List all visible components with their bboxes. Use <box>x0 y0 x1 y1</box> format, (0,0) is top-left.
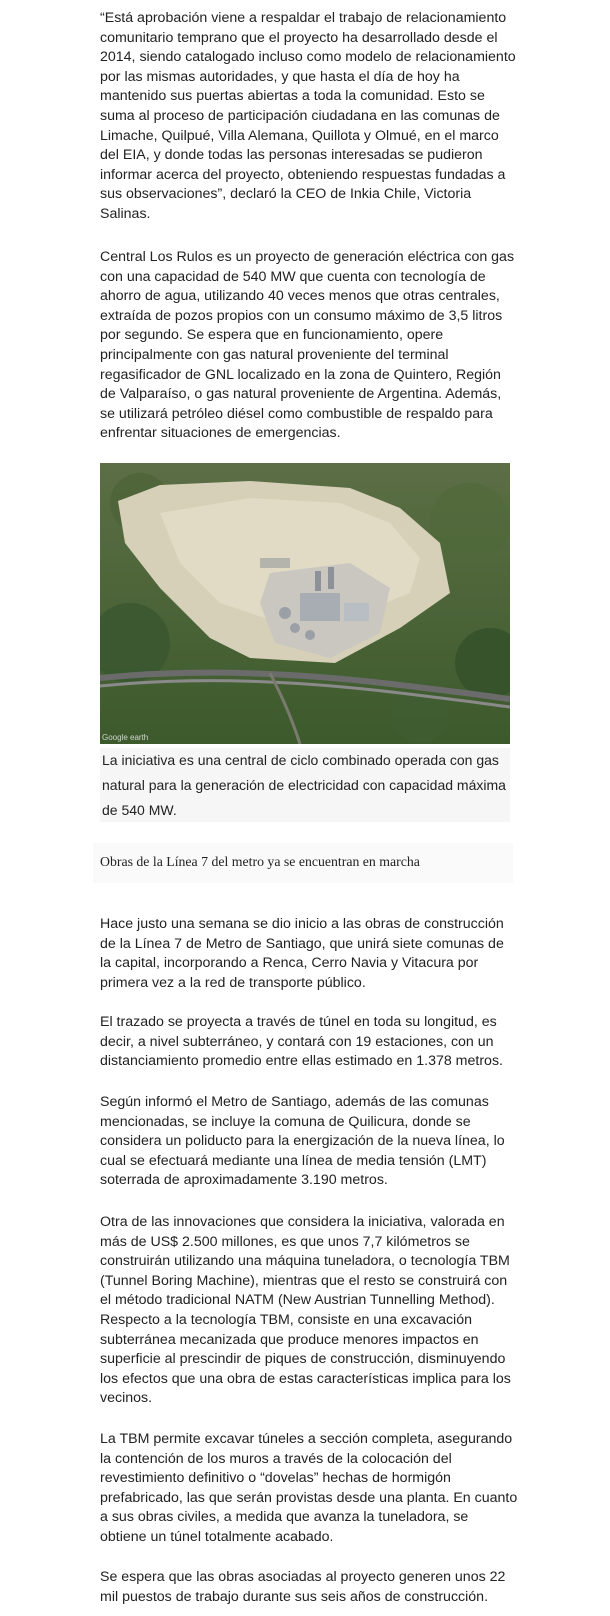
image-caption <box>100 748 510 822</box>
article-paragraph-2 <box>100 248 518 444</box>
article-paragraph-7 <box>100 1430 518 1548</box>
article-paragraph-4 <box>100 1013 518 1072</box>
image-credit: Google earth <box>102 733 149 742</box>
paragraph-text: El trazado se proyecta a través de túnel en toda su longitud, es decir, a nivel subterráneo, y contará con 19 estaciones, con un distanciamiento promedio entre ellas estimado en 1.378 metros. <box>100 1014 503 1070</box>
article-paragraph-3 <box>100 915 518 993</box>
section-subheading <box>93 843 513 883</box>
aerial-illustration <box>100 463 510 744</box>
subheading-text: Obras de la Línea 7 del metro ya se encuentran en marcha <box>100 854 420 869</box>
paragraph-text: Central Los Rulos es un proyecto de generación eléctrica con gas con una capacidad de 540 MW que cuenta con tecnología de ahorro de agua, utilizando 40 veces menos que otras centrales, extraída de pozos propios con un consumo máximo de 3,5 litros por segundo. Se espera que en funcionamiento, opere principalmente con gas natural proveniente del terminal regasificador de GNL localizado en la zona de Quintero, Región de Valparaíso, o gas natural proveniente de Argentina. Además, se utilizará petróleo diésel como combustible de respaldo para enfrentar situaciones de emergencias. <box>100 249 515 442</box>
paragraph-text: Hace justo una semana se dio inicio a las obras de construcción de la Línea 7 de Metro de Santiago, que unirá siete comunas de la capital, incorporando a Renca, Cerro Navia y Vitacura por primera vez a la red de transporte público. <box>100 916 504 991</box>
paragraph-text: “Está aprobación viene a respaldar el trabajo de relacionamiento comunitario temprano que el proyecto ha desarrollado desde el 2014, siendo catalogado incluso como modelo de relacionamiento por las mismas autoridades, y que hasta el día de hoy ha mantenido sus puertas abiertas a toda la comunidad. Esto se suma al proceso de participación ciudadana en las comunas de Limache, Quilpué, Villa Alemana, Quillota y Olmué, en el marco del EIA, y donde todas las personas interesadas se pudieron informar acerca del proyecto, obteniendo respuestas fundadas a sus observaciones”, declaró la CEO de Inkia Chile, Victoria Salinas. <box>100 10 516 222</box>
article-paragraph-6 <box>100 1213 518 1409</box>
caption-text: La iniciativa es una central de ciclo combinado operada con gas natural para la generación de electricidad con capacidad máxima de 540 MW. <box>102 752 506 818</box>
paragraph-text: Según informó el Metro de Santiago, además de las comunas mencionadas, se incluye la comuna de Quilicura, donde se considera un poliducto para la energización de la nueva línea, lo cual se efectuará mediante una línea de media tensión (LMT) soterrada de aproximadamente 3.190 metros. <box>100 1094 505 1189</box>
article-paragraph-5 <box>100 1093 518 1191</box>
paragraph-text: Se espera que las obras asociadas al proyecto generen unos 22 mil puestos de trabajo durante sus seis años de construcción. <box>100 1569 506 1605</box>
article-paragraph-1 <box>100 9 518 225</box>
power-plant-aerial-image <box>100 463 510 744</box>
paragraph-text: La TBM permite excavar túneles a sección completa, asegurando la contención de los muros a través de la colocación del revestimiento definitivo o “dovelas” hechas de hormigón prefabricado, las que serán provistas desde una planta. En cuanto a sus obras civiles, a medida que avanza la tuneladora, se obtiene un túnel totalmente acabado. <box>100 1431 518 1545</box>
article-paragraph-8 <box>100 1568 518 1607</box>
paragraph-text: Otra de las innovaciones que considera la iniciativa, valorada en más de US$ 2.500 millones, es que unos 7,7 kilómetros se construirán utilizando una máquina tuneladora, o tecnología TBM (Tunnel Boring Machine), mientras que el resto se construirá con el método tradicional NATM (New Austrian Tunnelling Method). Respecto a la tecnología TBM, consiste en una excavación subterránea mecanizada que produce menores impactos en superficie al prescindir de piques de construcción, disminuyendo los efectos que una obra de estas características implica para los vecinos. <box>100 1214 511 1407</box>
